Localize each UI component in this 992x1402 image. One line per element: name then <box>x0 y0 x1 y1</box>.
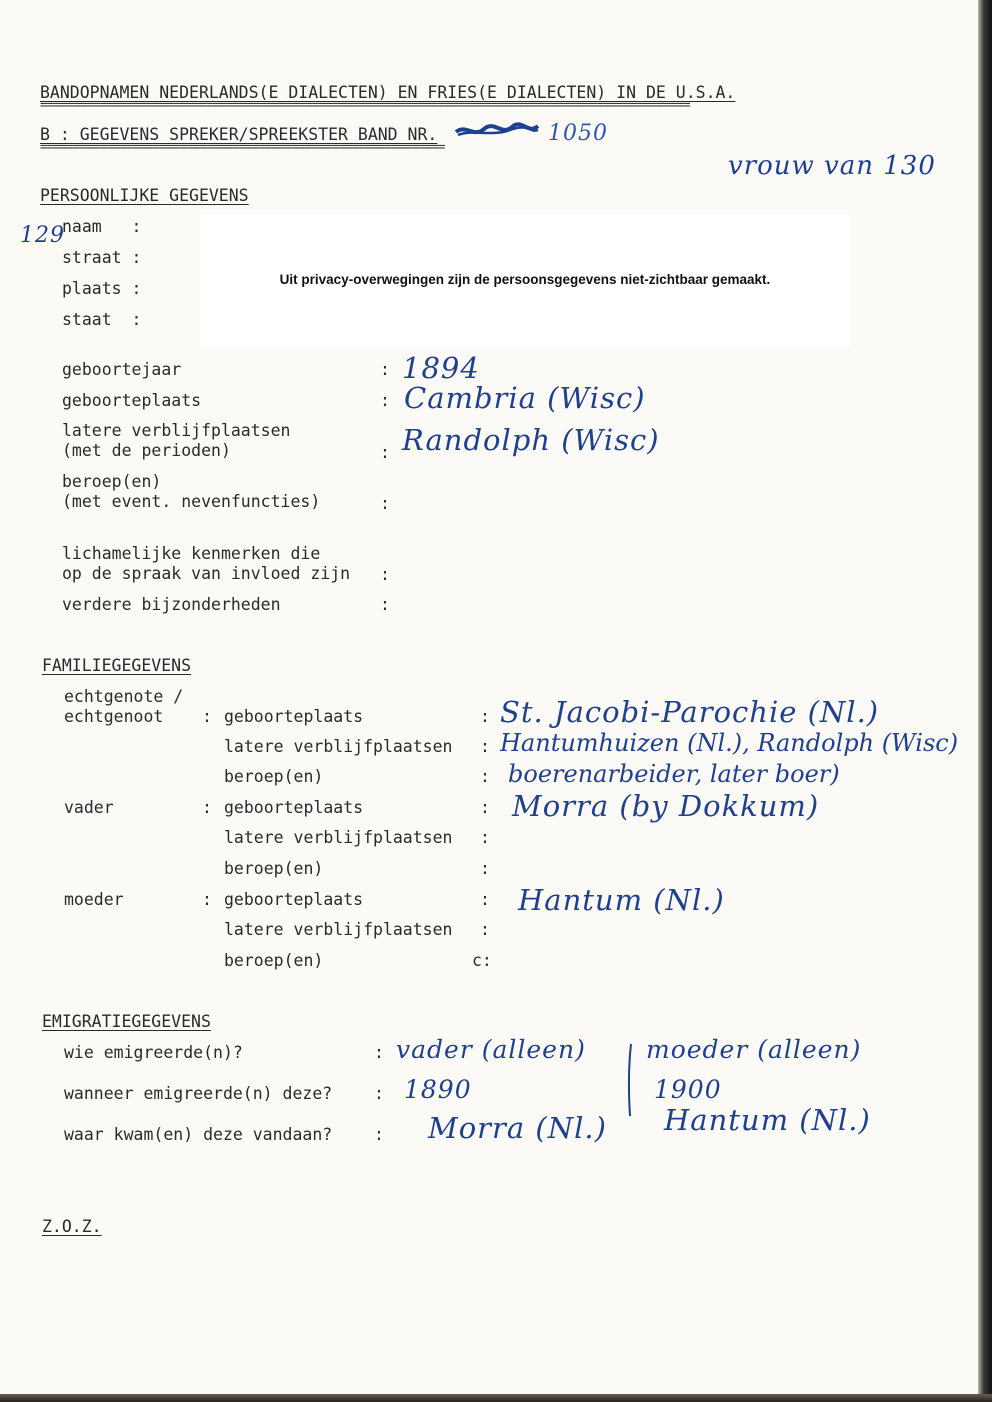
page-bottom-edge <box>0 1394 992 1402</box>
value-latere: Randolph (Wisc) <box>402 423 660 457</box>
colon: : <box>374 1084 384 1103</box>
value-wie-2: moeder (alleen) <box>646 1035 862 1064</box>
value-spouse-latere: Hantumhuizen (Nl.), Randolph (Wisc) <box>500 729 959 757</box>
value-father-geboorteplaats: Morra (by Dokkum) <box>512 789 820 823</box>
colon: : <box>380 391 390 410</box>
band-number: 1050 <box>548 121 608 146</box>
label-spouse-beroep: beroep(en) <box>224 767 324 786</box>
label-wie: wie emigreerde(n)? <box>64 1043 243 1062</box>
label-lichamelijk-1: lichamelijke kenmerken die <box>62 544 321 563</box>
field-straat: straat : <box>62 248 142 267</box>
label-spouse-geboorteplaats: geboorteplaats <box>224 707 364 726</box>
colon: : <box>480 859 490 878</box>
value-geboortejaar: 1894 <box>402 351 480 385</box>
label-father-geboorteplaats: geboorteplaats <box>224 798 364 817</box>
label-latere-1: latere verblijfplaatsen <box>62 421 291 440</box>
label-spouse-2: echtgenoot <box>64 707 164 726</box>
colon: : <box>480 798 490 817</box>
colon: : <box>202 890 212 909</box>
label-beroep-1: beroep(en) <box>62 472 162 491</box>
value-waar-2: Hantum (Nl.) <box>664 1103 871 1137</box>
value-mother-geboorteplaats: Hantum (Nl.) <box>518 883 725 917</box>
value-spouse-beroep: boerenarbeider, later boer) <box>508 760 840 788</box>
section-heading-emigration: EMIGRATIEGEGEVENS <box>42 1012 211 1031</box>
field-naam: naam : <box>62 217 142 236</box>
note-top-right: vrouw van 130 <box>728 151 936 181</box>
label-mother-latere: latere verblijfplaatsen <box>224 920 453 939</box>
value-waar-1: Morra (Nl.) <box>428 1111 607 1145</box>
value-wanneer-2: 1900 <box>654 1075 722 1104</box>
label-father-latere: latere verblijfplaatsen <box>224 828 453 847</box>
colon: : <box>480 707 490 726</box>
colon: : <box>374 1125 384 1144</box>
value-spouse-geboorteplaats: St. Jacobi-Parochie (Nl.) <box>500 695 880 729</box>
value-geboorteplaats: Cambria (Wisc) <box>404 381 646 415</box>
handwritten-divider <box>622 1040 638 1120</box>
label-geboortejaar: geboortejaar <box>62 360 182 379</box>
label-beroep-2: (met event. nevenfuncties) <box>62 492 321 511</box>
colon: : <box>380 595 390 614</box>
label-waar: waar kwam(en) deze vandaan? <box>64 1125 333 1144</box>
label-father-beroep: beroep(en) <box>224 859 324 878</box>
field-plaats: plaats : <box>62 279 142 298</box>
colon: : <box>380 565 390 584</box>
label-mother-beroep: beroep(en) <box>224 951 324 970</box>
colon: : <box>374 1043 384 1062</box>
label-latere-2: (met de perioden) <box>62 441 231 460</box>
colon: : <box>202 798 212 817</box>
field-staat: staat : <box>62 310 142 329</box>
section-heading-personal: PERSOONLIJKE GEGEVENS <box>40 186 249 205</box>
colon: c: <box>472 951 492 970</box>
colon: : <box>480 767 490 786</box>
label-mother: moeder <box>64 890 124 909</box>
label-mother-geboorteplaats: geboorteplaats <box>224 890 364 909</box>
value-wie-1: vader (alleen) <box>396 1035 586 1064</box>
side-number: 129 <box>20 223 65 248</box>
label-spouse-1: echtgenote / <box>64 687 184 706</box>
footer-zoz: Z.O.Z. <box>42 1217 102 1236</box>
colon: : <box>202 707 212 726</box>
label-father: vader <box>64 798 114 817</box>
colon: : <box>480 920 490 939</box>
privacy-notice: Uit privacy-overwegingen zijn de persoonsgegevens niet-zichtbaar gemaakt. <box>279 272 771 287</box>
colon: : <box>380 443 390 462</box>
title-double-rule: ================================================================================================== <box>40 101 690 111</box>
label-geboorteplaats: geboorteplaats <box>62 391 202 410</box>
colon: : <box>380 494 390 513</box>
colon: : <box>380 360 390 379</box>
colon: : <box>480 737 490 756</box>
label-spouse-latere: latere verblijfplaatsen <box>224 737 453 756</box>
document-title: BANDOPNAMEN NEDERLANDS(E DIALECTEN) EN FRIES(E DIALECTEN) IN DE U.S.A. <box>40 83 736 102</box>
privacy-redaction-box <box>200 214 850 348</box>
subtitle: B : GEGEVENS SPREKER/SPREEKSTER BAND NR. <box>40 125 438 144</box>
binding-edge <box>978 0 992 1402</box>
colon: : <box>480 890 490 909</box>
label-lichamelijk-2: op de spraak van invloed zijn <box>62 564 351 583</box>
subtitle-double-rule: ============================================================= <box>40 143 445 153</box>
section-heading-family: FAMILIEGEGEVENS <box>42 656 192 675</box>
colon: : <box>480 828 490 847</box>
value-wanneer-1: 1890 <box>404 1075 472 1104</box>
label-wanneer: wanneer emigreerde(n) deze? <box>64 1084 333 1103</box>
crossed-out-number <box>452 120 542 142</box>
label-verdere: verdere bijzonderheden <box>62 595 281 614</box>
